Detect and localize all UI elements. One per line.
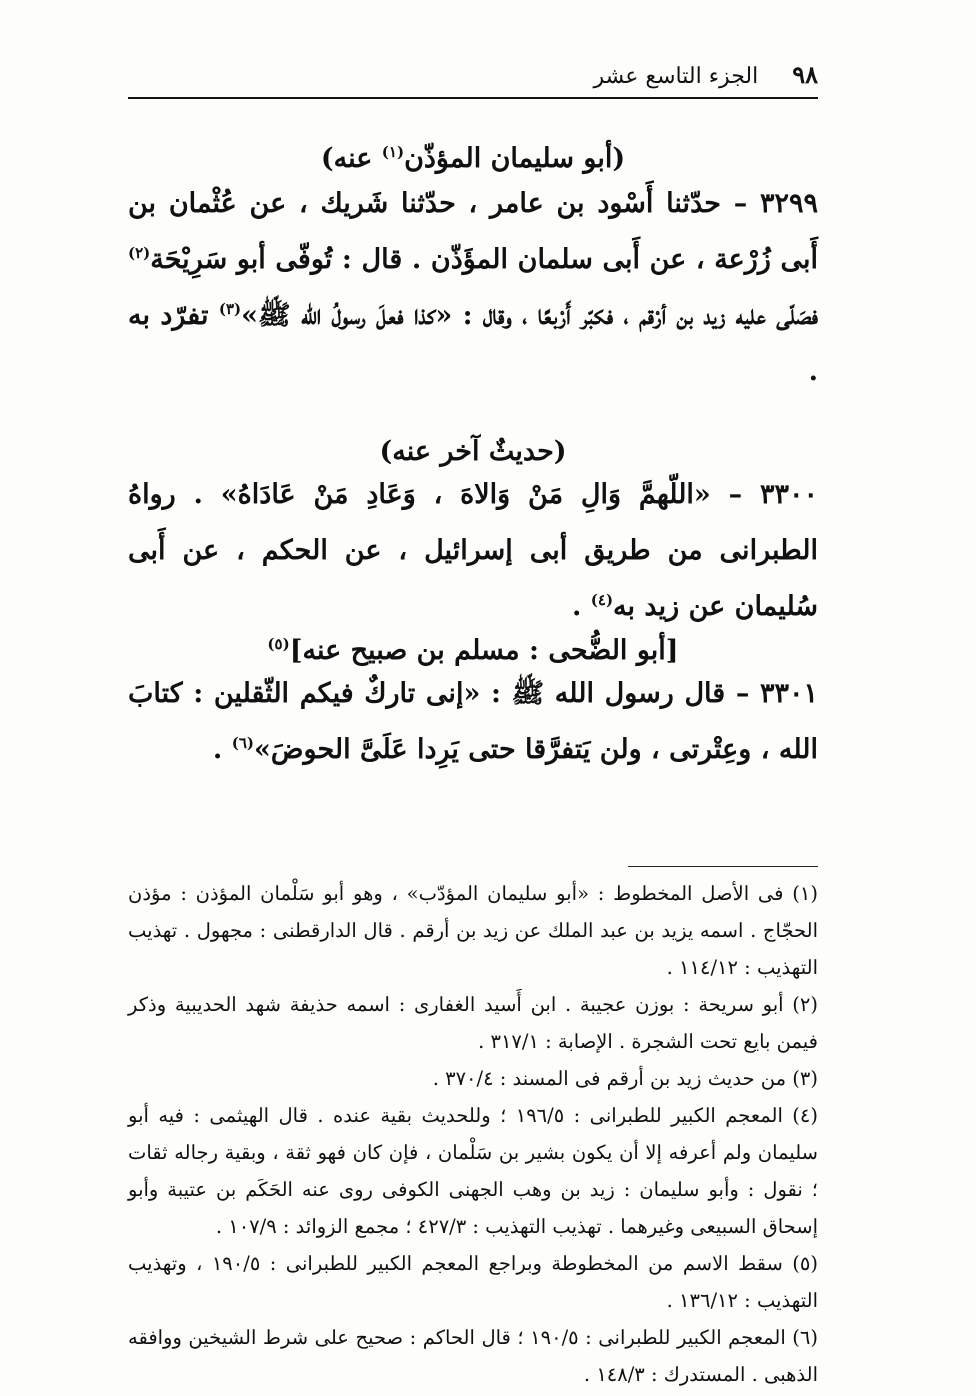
footnote: (٥) سقط الاسم من المخطوطة وبراجع المعجم الكبير للطبرانى : ١٩٠/٥ ، وتهذيب التهذيب : ١٣٦/١٢ .	[128, 1252, 818, 1312]
footnote: (١) فى الأصل المخطوط : «أبو سليمان المؤدّب» ، وهو أبو سَلْمان المؤذن : مؤذن الحجّاج . اسمه يزيد بن عبد الملك عن زيد بن أرقم . قال الدارقطنى : مجهول . تهذيب التهذيب : ١١٤/١٢ .	[128, 882, 818, 979]
footnote: (٤) المعجم الكبير للطبرانى : ١٩٦/٥ ؛ وللحديث بقية عنده . قال الهيثمى : فيه أبو سليمان ولم أعرفه إلا أن يكون بشير بن سَلْمان ، فإن كان فهو ثقة ، وبقية رجاله ثقات ؛ نقول : وأبو سليمان : زيد بن وهب الجهنى الكوفى روى عنه الحَكَم بن عتيبة وأبو إسحاق السبيعى وغيرهما . تهذيب التهذيب : ٤٢٧/٣ ؛ مجمع الزوائد : ١٠٧/٩ .	[128, 1104, 818, 1238]
footnote: (٣) من حديث زيد بن أرقم فى المسند : ٣٧٠/٤ .	[432, 1067, 818, 1090]
footnote-separator	[628, 866, 818, 867]
footnote-ref: (٢)	[128, 244, 151, 262]
hadith-number: ٣٣٠١ –	[735, 678, 818, 709]
page-number: ٩٨	[792, 60, 818, 89]
section-title: (حديثٌ آخر عنه)	[379, 436, 567, 467]
book-page	[128, 60, 818, 1393]
part-title: الجزء التاسع عشر	[593, 64, 759, 89]
footnote-ref: (٣)	[218, 300, 242, 318]
footnotes	[128, 875, 818, 1393]
hadith-paragraph: ٣٢٩٩ – حدّثنا أَسْود بن عامر ، حدّثنا شَريك ، عن عُثْمان بن أَبى زُرْعة ، عن أَبى سلمان المؤَذّن . قال : تُوفّى أبو سَرِيْحَة$^{(٢)}$ فصَلّى عليه زيد بن أرْقم ، فكبّر أَرْبعًا ، وقال : «كذا فعلَ رسولُ الله ﷺ»$^{(٣)}$ تفرّد به .	[128, 188, 818, 387]
footnote: (٢) أبو سريحة : بوزن عجيبة . ابن أَسيد الغفارى : اسمه حذيفة شهد الحديبية وذكر فيمن بايع تحت الشجرة . الإصابة : ٣١٧/١ .	[128, 993, 818, 1053]
footnote-ref: (٥)	[267, 635, 290, 653]
running-header	[128, 60, 818, 99]
hadith-paragraph: ٣٣٠١ – قال رسول الله ﷺ : «إنى تاركٌ فيكم الثّقلين : كتابَ الله ، وعِتْرتى ، ولن يَتفرَّقا حتى يَرِدا عَلَىَّ الحوضَ»$^{(٦)}$ .	[128, 678, 818, 765]
footnote-ref: (٤)	[590, 591, 614, 609]
hadith-paragraph: ٣٣٠٠ – «اللّهمَّ وَالِ مَنْ وَالاهَ ، وَعَادِ مَنْ عَادَاهُ» . رواهُ الطبرانى من طريق أبى إسرائيل ، عن الحكم ، عن أَبى سُليمان عن زيد به$^{(٤)}$ .	[128, 479, 818, 622]
footnote-ref: (١)	[381, 143, 405, 161]
section-title: (أبو سليمان المؤذّن$^{(١)}$ عنه)	[320, 143, 626, 174]
footnote: (٦) المعجم الكبير للطبرانى : ١٩٠/٥ ؛ قال الحاكم : صحيح على شرط الشيخين ووافقه الذهبى . المستدرك : ١٤٨/٣ .	[128, 1326, 818, 1386]
footnote-ref: (٦)	[231, 734, 254, 752]
hadith-number: ٣٣٠٠ –	[728, 479, 818, 510]
section-title: [أبو الضُّحى : مسلم بن صبيح عنه]$^{(٥)}$	[267, 635, 679, 666]
hadith-number: ٣٢٩٩ –	[733, 188, 818, 219]
